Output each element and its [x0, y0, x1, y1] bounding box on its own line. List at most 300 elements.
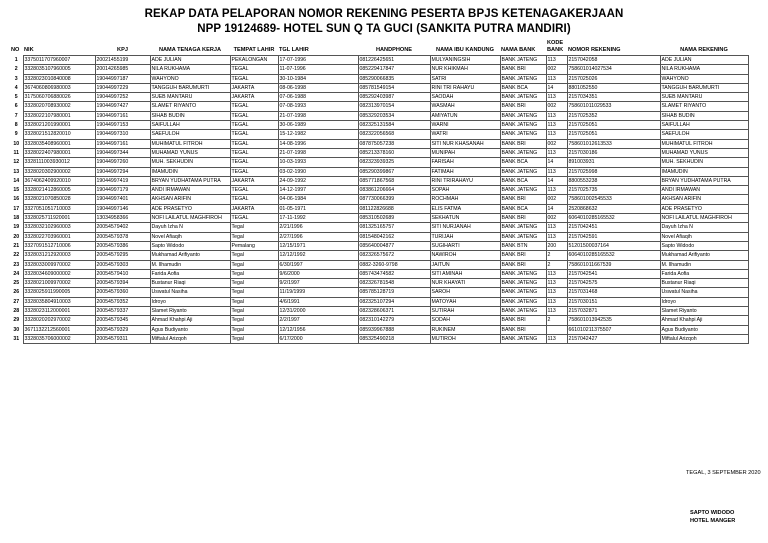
- cell-ibu: MUNIPAH: [430, 148, 500, 157]
- cell-norek: 2157030151: [567, 297, 660, 306]
- cell-norek: 2157025051: [567, 121, 660, 130]
- cell-kpj: 20014265985: [95, 65, 150, 74]
- cell-ibu: MULYANINGSIH: [430, 56, 500, 65]
- cell-bank: BANK JATENG: [500, 232, 546, 241]
- cell-ibu: SODAH: [430, 316, 500, 325]
- cell-norek: 2157042451: [567, 223, 660, 232]
- cell-ibu: SITI NUR KHASANAH: [430, 139, 500, 148]
- cell-no: 14: [13, 177, 20, 184]
- cell-nama-rek: BRYAN YUDHATAMA PUTRA: [660, 176, 748, 185]
- cell-kode: 113: [546, 74, 567, 83]
- cell-no: 12: [13, 159, 20, 166]
- cell-tempat: Tegal: [230, 288, 278, 297]
- cell-hp: 082313970154: [358, 102, 430, 111]
- cell-nama-rek: Slamet Riyanto: [660, 307, 748, 316]
- cell-ibu: ELIS FATMA: [430, 204, 500, 213]
- cell-hp: 085290066835: [358, 74, 430, 83]
- cell-nama: Slamet Riyanto: [150, 307, 230, 316]
- cell-tgl: 6/17/2000: [278, 334, 358, 343]
- table-row: [10, 307, 748, 316]
- cell-tgl: 30-10-1984: [278, 74, 358, 83]
- cell-no: 18: [13, 215, 20, 222]
- header-nama-bank: NAMA BANK: [501, 46, 536, 53]
- cell-bank: BANK JATENG: [500, 148, 546, 157]
- cell-kode: 113: [546, 121, 567, 130]
- cell-tgl: 24-09-1992: [278, 176, 358, 185]
- cell-norek: 5120150003716​4: [567, 241, 660, 250]
- cell-nama: NOFI LAILATUL MAGHFIROH: [150, 214, 230, 223]
- table-row: [10, 260, 748, 269]
- cell-ibu: WASMAH: [430, 102, 500, 111]
- cell-no: 30: [13, 326, 20, 333]
- cell-kode: [546, 325, 567, 334]
- table-row: [10, 130, 748, 139]
- cell-tempat: JAKARTA: [230, 83, 278, 92]
- cell-tgl: 12/15/1971: [278, 241, 358, 250]
- cell-norek: 2157031468: [567, 288, 660, 297]
- cell-tgl: 14-08-1996: [278, 139, 358, 148]
- cell-no: 29: [13, 317, 20, 324]
- cell-kpj: 19044997310: [95, 130, 150, 139]
- cell-hp: 082326781548: [358, 279, 430, 288]
- cell-nama: Agus Budiyanto: [150, 325, 230, 334]
- cell-kode: 002: [546, 65, 567, 74]
- cell-tempat: Tegal: [230, 316, 278, 325]
- cell-kpj: 19044997161: [95, 139, 150, 148]
- table-row: [10, 93, 748, 102]
- cell-norek: 758601011667539: [567, 260, 660, 269]
- signature-date: TEGAL, 3 SEPTEMBER 2020: [686, 470, 761, 476]
- table-row: [10, 65, 748, 74]
- cell-tempat: Tegal: [230, 232, 278, 241]
- cell-bank: BANK BCA: [500, 83, 546, 92]
- cell-hp: 082325107294: [358, 297, 430, 306]
- cell-nama-rek: AKHSAN ARIFIN: [660, 195, 748, 204]
- cell-nama-rek: MUH. SEKHUDIN: [660, 158, 748, 167]
- cell-ibu: SEKHATUN: [430, 214, 500, 223]
- cell-ibu: SITI NURJANAH: [430, 223, 500, 232]
- cell-hp: 081122826688: [358, 204, 430, 213]
- cell-ibu: NUR KHIKMAH: [430, 65, 500, 74]
- cell-norek: 2157042575: [567, 279, 660, 288]
- table-row: [10, 195, 748, 204]
- cell-no: 11: [13, 149, 19, 156]
- cell-nik: 3328035408960001: [23, 139, 95, 148]
- cell-ibu: AMIYATUN: [430, 111, 500, 120]
- cell-hp: 081548042162: [358, 232, 430, 241]
- cell-norek: 2520868632: [567, 204, 660, 213]
- cell-no: 31: [13, 335, 20, 342]
- cell-no: 3: [14, 75, 18, 82]
- cell-no: 21: [13, 242, 20, 249]
- header-nik: NIK: [24, 46, 34, 53]
- cell-nama-rek: NOFI LAILATUL MAGHFIROH: [660, 214, 748, 223]
- cell-nik: 3328035107960005: [23, 65, 95, 74]
- cell-nik: 3328032102960003: [23, 223, 95, 232]
- cell-no: 16: [13, 196, 20, 203]
- cell-nama: M. Ilhamudin: [150, 260, 230, 269]
- table-row: [10, 204, 748, 213]
- cell-nama-rek: Novel Afiaqih: [660, 232, 748, 241]
- header-no: NO: [11, 47, 20, 53]
- cell-tgl: 2/21/1996: [278, 223, 358, 232]
- cell-kode: 2: [546, 260, 567, 269]
- cell-norek: 2157042541: [567, 269, 660, 278]
- cell-norek: 8800553238: [567, 176, 660, 185]
- cell-nama: AKHSAN ARIFIN: [150, 195, 230, 204]
- cell-ibu: FARISAH: [430, 158, 500, 167]
- participant-table: [10, 40, 749, 344]
- cell-tempat: TEGAL: [230, 121, 278, 130]
- cell-nama: Miftalul Arizqoh: [150, 334, 230, 343]
- signatory-title: HOTEL MANGER: [690, 518, 736, 524]
- cell-tempat: TEGAL: [230, 102, 278, 111]
- cell-tgl: 12/12/1992: [278, 251, 358, 260]
- header-kode-bank: KODE BANK: [547, 40, 564, 53]
- cell-nama: MUHIMATUL FITROH: [150, 139, 230, 148]
- cell-kode: 2: [546, 316, 567, 325]
- cell-norek: 6064010285165532: [567, 251, 660, 260]
- cell-kode: 14: [546, 83, 567, 92]
- cell-tempat: TEGAL: [230, 139, 278, 148]
- cell-kpj: 19044997294: [95, 167, 150, 176]
- cell-no: 27: [13, 298, 20, 305]
- cell-hp: 085229417847: [358, 65, 430, 74]
- cell-no: 19: [13, 224, 20, 231]
- cell-nama: SAIFULLAH: [150, 121, 230, 130]
- cell-norek: 2157030186: [567, 148, 660, 157]
- document-title: REKAP DATA PELAPORAN NOMOR REKENING PESERTA BPJS KETENAGAKERJAAN: [144, 8, 624, 20]
- cell-nik: 3328020202970002: [23, 316, 95, 325]
- cell-kode: 113: [546, 186, 567, 195]
- cell-tgl: 17-11-1992: [278, 214, 358, 223]
- cell-kpj: 20054579329: [95, 325, 150, 334]
- cell-nama-rek: Ahmad Khahpi Aji: [660, 316, 748, 325]
- cell-norek: 2157042058: [567, 56, 660, 65]
- cell-hp: 085939967888: [358, 325, 430, 334]
- cell-tempat: Tegal: [230, 269, 278, 278]
- cell-bank: BANK BRI: [500, 102, 546, 111]
- cell-bank: BANK JATENG: [500, 269, 546, 278]
- cell-hp: 085781549154: [358, 83, 430, 92]
- table-row: [10, 251, 748, 260]
- cell-tempat: Tegal: [230, 325, 278, 334]
- cell-tempat: Tegal: [230, 223, 278, 232]
- cell-norek: 758601002545533: [567, 195, 660, 204]
- cell-no: 25: [13, 280, 20, 287]
- cell-bank: BANK BRI: [500, 139, 546, 148]
- cell-tempat: JAKARTA: [230, 176, 278, 185]
- table-row: [10, 288, 748, 297]
- cell-nama-rek: Miftalul Arizqoh: [660, 334, 748, 343]
- cell-nama-rek: WAHYONO: [660, 74, 748, 83]
- cell-norek: 2157025026: [567, 74, 660, 83]
- cell-norek: 2157025735: [567, 186, 660, 195]
- cell-nik: 3328035804910003: [23, 297, 95, 306]
- cell-nik: 3327051051710003: [23, 204, 95, 213]
- cell-tgl: 6/30/1997: [278, 260, 358, 269]
- cell-bank: BANK BTN: [500, 241, 546, 250]
- cell-tgl: 08-06-1998: [278, 83, 358, 92]
- cell-tempat: Tegal: [230, 251, 278, 260]
- cell-hp: 085743474582: [358, 269, 430, 278]
- cell-bank: BANK JATENG: [500, 121, 546, 130]
- cell-ibu: SUTIRAH: [430, 307, 500, 316]
- cell-bank: BANK JATENG: [500, 223, 546, 232]
- cell-no: 28: [13, 308, 20, 315]
- table-row: [10, 176, 748, 185]
- cell-hp: 085771867568: [358, 176, 430, 185]
- cell-kpj: 20054579410: [95, 269, 150, 278]
- cell-ibu: RINI TRIRAHAYU: [430, 176, 500, 185]
- cell-kode: 113: [546, 111, 567, 120]
- table-row: [10, 158, 748, 167]
- cell-bank: BANK JATENG: [500, 307, 546, 316]
- cell-nik: 3328025711920001: [23, 214, 95, 223]
- cell-no: 22: [13, 252, 20, 259]
- cell-norek: 891003931: [567, 158, 660, 167]
- cell-nik: 3328023112000001: [23, 307, 95, 316]
- cell-nama: NILA RUKHAMA: [150, 65, 230, 74]
- cell-tgl: 21-07-1998: [278, 148, 358, 157]
- cell-hp: 085213378160: [358, 148, 430, 157]
- cell-tempat: Tegal: [230, 297, 278, 306]
- cell-ibu: NAWIROH: [430, 251, 500, 260]
- cell-nama-rek: Farida Aofia: [660, 269, 748, 278]
- cell-bank: BANK JATENG: [500, 130, 546, 139]
- cell-hp: 085640004877: [358, 241, 430, 250]
- table-row: [10, 139, 748, 148]
- cell-kpj: 19044997179: [95, 186, 150, 195]
- cell-kpj: 19044997146: [95, 204, 150, 213]
- cell-kpj: 20021455199: [95, 56, 150, 65]
- header-nama-rekening: NAMA REKENING: [680, 46, 728, 53]
- header-tempat-lahir: TEMPAT LAHIR: [233, 46, 275, 53]
- cell-nama-rek: Mukhamad Arifiyanto: [660, 251, 748, 260]
- cell-norek: 8801052550: [567, 83, 660, 92]
- cell-kpj: 20054579386: [95, 241, 150, 250]
- cell-kode: 14: [546, 158, 567, 167]
- cell-kode: 113: [546, 297, 567, 306]
- cell-nama-rek: TANGGUH BARUMURTI: [660, 83, 748, 92]
- cell-no: 5: [14, 94, 18, 101]
- cell-no: 23: [13, 261, 20, 268]
- cell-no: 4: [14, 84, 18, 91]
- cell-no: 26: [13, 289, 20, 296]
- cell-ibu: NUR KHAYATI: [430, 279, 500, 288]
- cell-tempat: JAKARTA: [230, 204, 278, 213]
- cell-tempat: TEGAL: [230, 195, 278, 204]
- cell-nama: Dayuh Izha N: [150, 223, 230, 232]
- table-row: [10, 148, 748, 157]
- cell-nik: 3375011707960007: [23, 56, 95, 65]
- header-handphone: HANDPHONE: [375, 46, 413, 53]
- cell-nik: 3328020708930002: [23, 102, 95, 111]
- cell-bank: BANK BRI: [500, 260, 546, 269]
- cell-tempat: Pemalang: [230, 241, 278, 250]
- cell-bank: BANK BRI: [500, 65, 546, 74]
- cell-kpj: 20054579378: [95, 232, 150, 241]
- cell-kpj: 20054579360: [95, 288, 150, 297]
- cell-no: 1: [14, 57, 18, 63]
- cell-nama: SUEB MANTARU: [150, 93, 230, 102]
- cell-kode: 113: [546, 223, 567, 232]
- cell-tempat: PEKALONGAN: [230, 56, 278, 65]
- cell-kode: 113: [546, 148, 567, 157]
- cell-kode: 002: [546, 102, 567, 111]
- table-row: [10, 279, 748, 288]
- cell-no: 7: [14, 112, 18, 119]
- cell-hp: 087730066399: [358, 195, 430, 204]
- cell-bank: BANK JATENG: [500, 74, 546, 83]
- cell-kpj: 20054579303: [95, 260, 150, 269]
- cell-kpj: 19044997153: [95, 121, 150, 130]
- table-row: [10, 186, 748, 195]
- cell-tempat: TEGAL: [230, 111, 278, 120]
- cell-nama-rek: Dayuh Izha N: [660, 223, 748, 232]
- cell-nik: 3674060806980003: [23, 83, 95, 92]
- cell-ibu: SAROH: [430, 288, 500, 297]
- header-nomor-rekening: NOMOR REKENING: [568, 46, 621, 53]
- cell-tempat: Tegal: [230, 260, 278, 269]
- cell-nik: 3674062409920010: [23, 176, 95, 185]
- cell-norek: 661010211375507: [567, 325, 660, 334]
- cell-norek: 2157025352: [567, 111, 660, 120]
- cell-bank: BANK JATENG: [500, 111, 546, 120]
- cell-nik: 3328023010840008: [23, 74, 95, 83]
- cell-hp: 085292403987: [358, 93, 430, 102]
- cell-kode: 2: [546, 251, 567, 260]
- cell-tempat: Tegal: [230, 279, 278, 288]
- table-row: [10, 167, 748, 176]
- cell-tempat: Tegal: [230, 307, 278, 316]
- cell-tempat: TEGAL: [230, 148, 278, 157]
- cell-norek: 2157042427: [567, 334, 660, 343]
- table-row: [10, 297, 748, 306]
- cell-tempat: TEGAL: [230, 167, 278, 176]
- cell-no: 15: [13, 187, 20, 194]
- table-row: [10, 334, 748, 343]
- cell-ibu: TURIJAH: [430, 232, 500, 241]
- cell-kpj: 19044997187: [95, 74, 150, 83]
- cell-hp: 085325490218: [358, 334, 430, 343]
- cell-ibu: SAODAH: [430, 93, 500, 102]
- cell-no: 6: [14, 103, 18, 110]
- cell-ibu: ROCHMAH: [430, 195, 500, 204]
- cell-tgl: 2/27/1996: [278, 232, 358, 241]
- cell-nama: Idroyo: [150, 297, 230, 306]
- cell-bank: BANK BRI: [500, 251, 546, 260]
- table-row: [10, 111, 748, 120]
- cell-nik: 3328021512820010: [23, 130, 95, 139]
- cell-nama: SLAMET RIYANTO: [150, 102, 230, 111]
- cell-tgl: 01-05-1971: [278, 204, 358, 213]
- cell-kode: 200: [546, 241, 567, 250]
- cell-tgl: 07-08-1993: [278, 102, 358, 111]
- cell-nik: 3328021070850028: [23, 195, 95, 204]
- cell-kode: 002: [546, 139, 567, 148]
- cell-kpj: 20054579345: [95, 316, 150, 325]
- cell-tgl: 21-07-1998: [278, 111, 358, 120]
- cell-tempat: Tegal: [230, 334, 278, 343]
- cell-bank: BANK JATENG: [500, 334, 546, 343]
- cell-kpj: 20054579394: [95, 279, 150, 288]
- cell-nama: Mukhamad Arifiyanto: [150, 251, 230, 260]
- table-row: [10, 102, 748, 111]
- cell-nama-rek: Bustanur Riaqi: [660, 279, 748, 288]
- cell-bank: BANK JATENG: [500, 186, 546, 195]
- cell-tempat: TEGAL: [230, 74, 278, 83]
- cell-tgl: 17-07-1996: [278, 56, 358, 65]
- cell-bank: BANK JATENG: [500, 297, 546, 306]
- cell-tgl: 07-06-1988: [278, 93, 358, 102]
- cell-kpj: 19044997161: [95, 111, 150, 120]
- cell-tgl: 15-12-1982: [278, 130, 358, 139]
- cell-nama-rek: SAIFULLAH: [660, 121, 748, 130]
- cell-hp: 082310142279: [358, 316, 430, 325]
- table-row: [10, 223, 748, 232]
- cell-hp: 0882-3260-9798: [358, 260, 430, 269]
- cell-tgl: 14-12-1997: [278, 186, 358, 195]
- cell-nama-rek: ADE JULIAN: [660, 56, 748, 65]
- cell-bank: BANK BRI: [500, 195, 546, 204]
- cell-tempat: TEGAL: [230, 214, 278, 223]
- cell-nama: Farida Aofia: [150, 269, 230, 278]
- cell-nama-rek: Idroyo: [660, 297, 748, 306]
- cell-nama: ANDI IRMAWAN: [150, 186, 230, 195]
- cell-nama-rek: ADE PRASETYO: [660, 204, 748, 213]
- cell-bank: BANK BCA: [500, 204, 546, 213]
- header-kpj: KPJ: [117, 46, 128, 53]
- cell-nama: TANGGUH BARUMURTI: [150, 83, 230, 92]
- cell-kpj: 20054579402: [95, 223, 150, 232]
- header-nama: NAMA TENAGA KERJA: [158, 46, 222, 53]
- cell-nama-rek: SLAMET RIYANTO: [660, 102, 748, 111]
- header-tgl-lahir: TGL LAHIR: [279, 46, 309, 53]
- cell-tgl: 9/2/1997: [278, 279, 358, 288]
- table-row: [10, 316, 748, 325]
- cell-hp: 082322056568: [358, 130, 430, 139]
- cell-norek: 758601011029533: [567, 102, 660, 111]
- cell-tempat: JAKARTA: [230, 93, 278, 102]
- cell-tgl: 30-06-1989: [278, 121, 358, 130]
- cell-ibu: MATOYAH: [430, 297, 500, 306]
- cell-kpj: 19044997401: [95, 195, 150, 204]
- cell-nik: 3327091512710006: [23, 241, 95, 250]
- cell-nama: Sapto Widodo: [150, 241, 230, 250]
- cell-nama-rek: SIHAB BUDIN: [660, 111, 748, 120]
- cell-kode: 113: [546, 334, 567, 343]
- cell-hp: 085785128719: [358, 288, 430, 297]
- cell-nik: 3328035706000002: [23, 334, 95, 343]
- cell-nama: BRYAN YUDHATAMA PUTRA: [150, 176, 230, 185]
- cell-nik: 3328031212920003: [23, 251, 95, 260]
- cell-kpj: 19044997419: [95, 176, 150, 185]
- cell-norek: 6064010285165532: [567, 214, 660, 223]
- cell-nama: Ahmad Khahpi Aji: [150, 316, 230, 325]
- cell-ibu: RUKINEM: [430, 325, 500, 334]
- cell-norek: 758601013942535: [567, 316, 660, 325]
- cell-kpj: 19044997252: [95, 93, 150, 102]
- header-ibu-kandung: NAMA IBU KANDUNG: [436, 46, 494, 53]
- cell-tempat: TEGAL: [230, 158, 278, 167]
- cell-bank: BANK BRI: [500, 325, 546, 334]
- cell-bank: BANK BCA: [500, 158, 546, 167]
- cell-nik: 3328022107980001: [23, 111, 95, 120]
- cell-nama: ADE PRASETYO: [150, 204, 230, 213]
- cell-nama-rek: NILA RUKHAMA: [660, 65, 748, 74]
- cell-kpj: 13034958366: [95, 214, 150, 223]
